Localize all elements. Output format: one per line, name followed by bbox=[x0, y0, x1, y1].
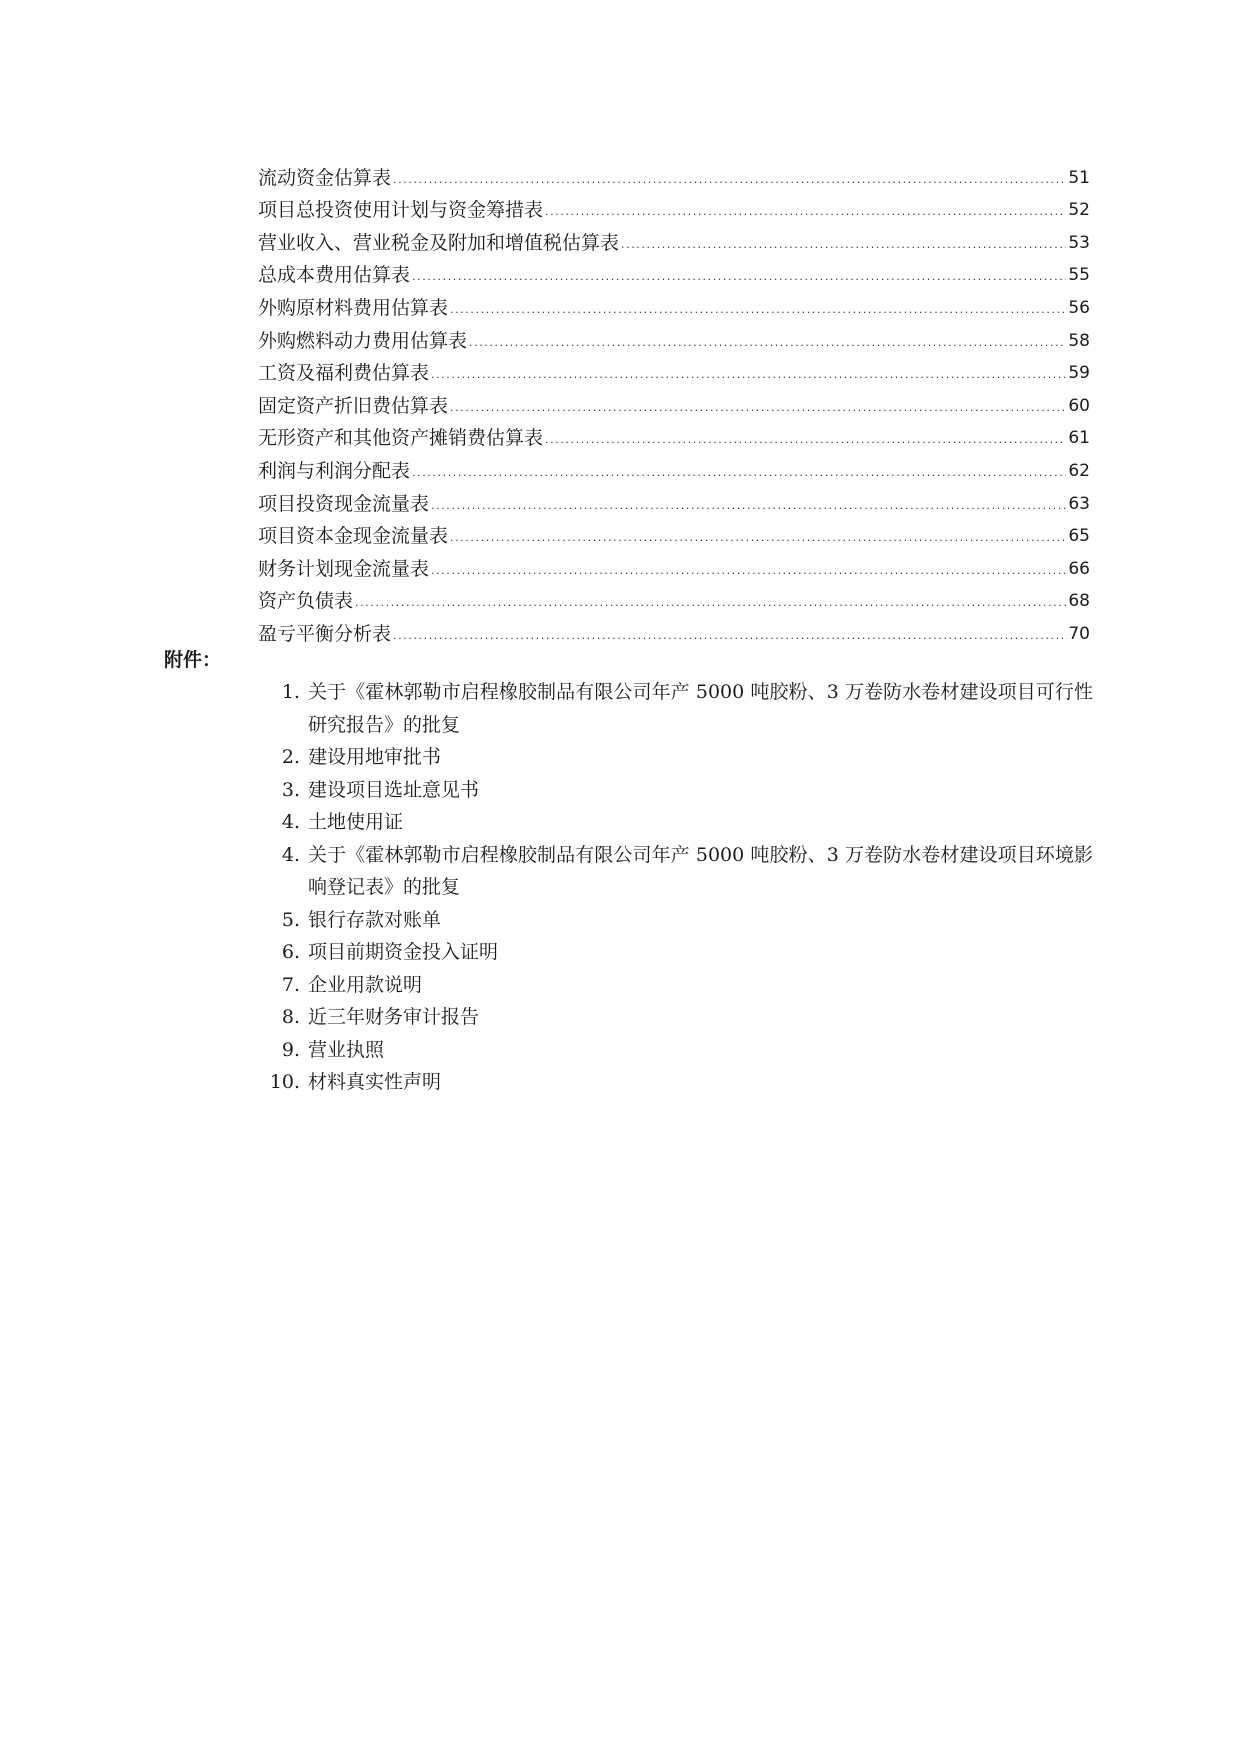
toc-entry[interactable] bbox=[258, 612, 1090, 645]
toc-entry-page: 63 bbox=[1068, 493, 1090, 514]
toc-entry-title: 项目总投资使用计划与资金筹措表 bbox=[258, 199, 544, 222]
toc-entry-title: 营业收入、营业税金及附加和增值税估算表 bbox=[258, 231, 620, 254]
toc-entry-title: 项目资本金现金流量表 bbox=[258, 525, 449, 548]
appendix-item bbox=[263, 936, 1093, 969]
toc-entry[interactable] bbox=[258, 319, 1090, 352]
toc-entry-page: 60 bbox=[1068, 395, 1090, 416]
toc-leader-dots bbox=[393, 173, 1066, 187]
toc-entry[interactable] bbox=[258, 482, 1090, 515]
toc-entry[interactable] bbox=[258, 547, 1090, 580]
appendix-item-text: 营业执照 bbox=[308, 1038, 385, 1061]
toc-entry-page: 59 bbox=[1068, 363, 1090, 384]
toc-entry[interactable] bbox=[258, 254, 1090, 287]
appendix-heading: 附件： bbox=[164, 649, 222, 671]
toc-leader-dots bbox=[545, 433, 1066, 447]
appendix-item-number: 4. bbox=[281, 843, 300, 866]
toc-entry-title: 流动资金估算表 bbox=[258, 166, 392, 189]
toc-leader-dots bbox=[431, 368, 1066, 382]
appendix-item bbox=[263, 806, 1093, 839]
toc-entry-title: 盈亏平衡分析表 bbox=[258, 622, 392, 645]
appendix-item-text: 银行存款对账单 bbox=[308, 908, 442, 931]
toc-entry-page: 55 bbox=[1068, 265, 1090, 286]
appendix-item-number: 10. bbox=[269, 1071, 300, 1093]
toc-leader-dots bbox=[412, 466, 1066, 480]
toc-leader-dots bbox=[393, 629, 1066, 643]
appendix-list bbox=[263, 676, 1093, 1099]
appendix-item-number: 3. bbox=[281, 778, 300, 801]
toc-entry[interactable] bbox=[258, 417, 1090, 450]
toc-leader-dots bbox=[355, 596, 1066, 610]
toc-entry-page: 58 bbox=[1068, 330, 1090, 351]
toc-leader-dots bbox=[450, 531, 1066, 545]
toc-entry[interactable] bbox=[258, 580, 1090, 613]
toc-entry-title: 总成本费用估算表 bbox=[258, 264, 411, 287]
toc-entry[interactable] bbox=[258, 221, 1090, 254]
toc-entry-page: 61 bbox=[1068, 428, 1090, 449]
appendix-item-number: 4. bbox=[281, 811, 300, 833]
toc-entry[interactable] bbox=[258, 384, 1090, 417]
appendix-item-text: 关于《霍林郭勒市启程橡胶制品有限公司年产 5000 吨胶粉、3 万卷防水卷材建设项目环境影响登记表》的批复 bbox=[308, 843, 1093, 898]
toc-entry-title: 财务计划现金流量表 bbox=[258, 557, 430, 580]
appendix-item-text: 建设用地审批书 bbox=[308, 746, 442, 768]
toc-entry-page: 66 bbox=[1068, 558, 1090, 579]
toc-entry-page: 62 bbox=[1068, 460, 1090, 481]
appendix-item-text: 近三年财务审计报告 bbox=[308, 1006, 480, 1028]
toc-entry-page: 70 bbox=[1068, 623, 1090, 644]
toc-entry[interactable] bbox=[258, 352, 1090, 385]
toc-leader-dots bbox=[431, 564, 1066, 578]
appendix-item-number: 7. bbox=[281, 973, 300, 996]
toc-entry-title: 项目投资现金流量表 bbox=[258, 492, 430, 515]
toc-leader-dots bbox=[450, 303, 1066, 317]
toc-entry-title: 固定资产折旧费估算表 bbox=[258, 394, 449, 417]
appendix-item bbox=[263, 839, 1093, 904]
toc-entry-page: 51 bbox=[1068, 167, 1090, 188]
toc-leader-dots bbox=[469, 336, 1066, 350]
toc-entry[interactable] bbox=[258, 189, 1090, 222]
toc-entry[interactable] bbox=[258, 286, 1090, 319]
toc-entry-page: 65 bbox=[1068, 526, 1090, 547]
toc-entry[interactable] bbox=[258, 156, 1090, 189]
appendix-item-text: 企业用款说明 bbox=[308, 973, 423, 996]
appendix-item-number: 6. bbox=[281, 941, 300, 963]
appendix-item bbox=[263, 741, 1093, 774]
toc-entry-title: 利润与利润分配表 bbox=[258, 459, 411, 482]
toc-entry-page: 56 bbox=[1068, 297, 1090, 318]
appendix-item bbox=[263, 1001, 1093, 1034]
appendix-item bbox=[263, 676, 1093, 741]
appendix-item bbox=[263, 1066, 1093, 1099]
appendix-item bbox=[263, 1034, 1093, 1067]
appendix-item-text: 建设项目选址意见书 bbox=[308, 778, 480, 801]
table-of-contents bbox=[258, 156, 1090, 645]
appendix-item-text: 关于《霍林郭勒市启程橡胶制品有限公司年产 5000 吨胶粉、3 万卷防水卷材建设项目可行性研究报告》的批复 bbox=[308, 681, 1093, 736]
toc-entry-title: 外购燃料动力费用估算表 bbox=[258, 329, 468, 352]
toc-entry-title: 资产负债表 bbox=[258, 590, 354, 613]
appendix-item bbox=[263, 904, 1093, 937]
toc-leader-dots bbox=[621, 238, 1066, 252]
appendix-item bbox=[263, 969, 1093, 1002]
appendix-item-number: 1. bbox=[281, 681, 300, 703]
toc-entry-title: 无形资产和其他资产摊销费估算表 bbox=[258, 427, 544, 450]
toc-entry-page: 52 bbox=[1068, 200, 1090, 221]
toc-entry-page: 53 bbox=[1068, 232, 1090, 253]
appendix-item-text: 土地使用证 bbox=[308, 811, 404, 833]
toc-entry-title: 外购原材料费用估算表 bbox=[258, 296, 449, 319]
appendix-item-number: 5. bbox=[281, 908, 300, 931]
toc-entry[interactable] bbox=[258, 449, 1090, 482]
toc-leader-dots bbox=[412, 270, 1066, 284]
appendix-item-number: 9. bbox=[281, 1038, 300, 1061]
toc-leader-dots bbox=[450, 401, 1066, 415]
toc-leader-dots bbox=[545, 205, 1066, 219]
appendix-item-number: 2. bbox=[281, 746, 300, 768]
toc-leader-dots bbox=[431, 499, 1066, 513]
appendix-item-text: 材料真实性声明 bbox=[308, 1071, 442, 1093]
toc-entry-title: 工资及福利费估算表 bbox=[258, 362, 430, 385]
appendix-item-text: 项目前期资金投入证明 bbox=[308, 941, 499, 963]
toc-entry[interactable] bbox=[258, 515, 1090, 548]
toc-entry-page: 68 bbox=[1068, 591, 1090, 612]
appendix-item bbox=[263, 774, 1093, 807]
appendix-item-number: 8. bbox=[281, 1006, 300, 1028]
